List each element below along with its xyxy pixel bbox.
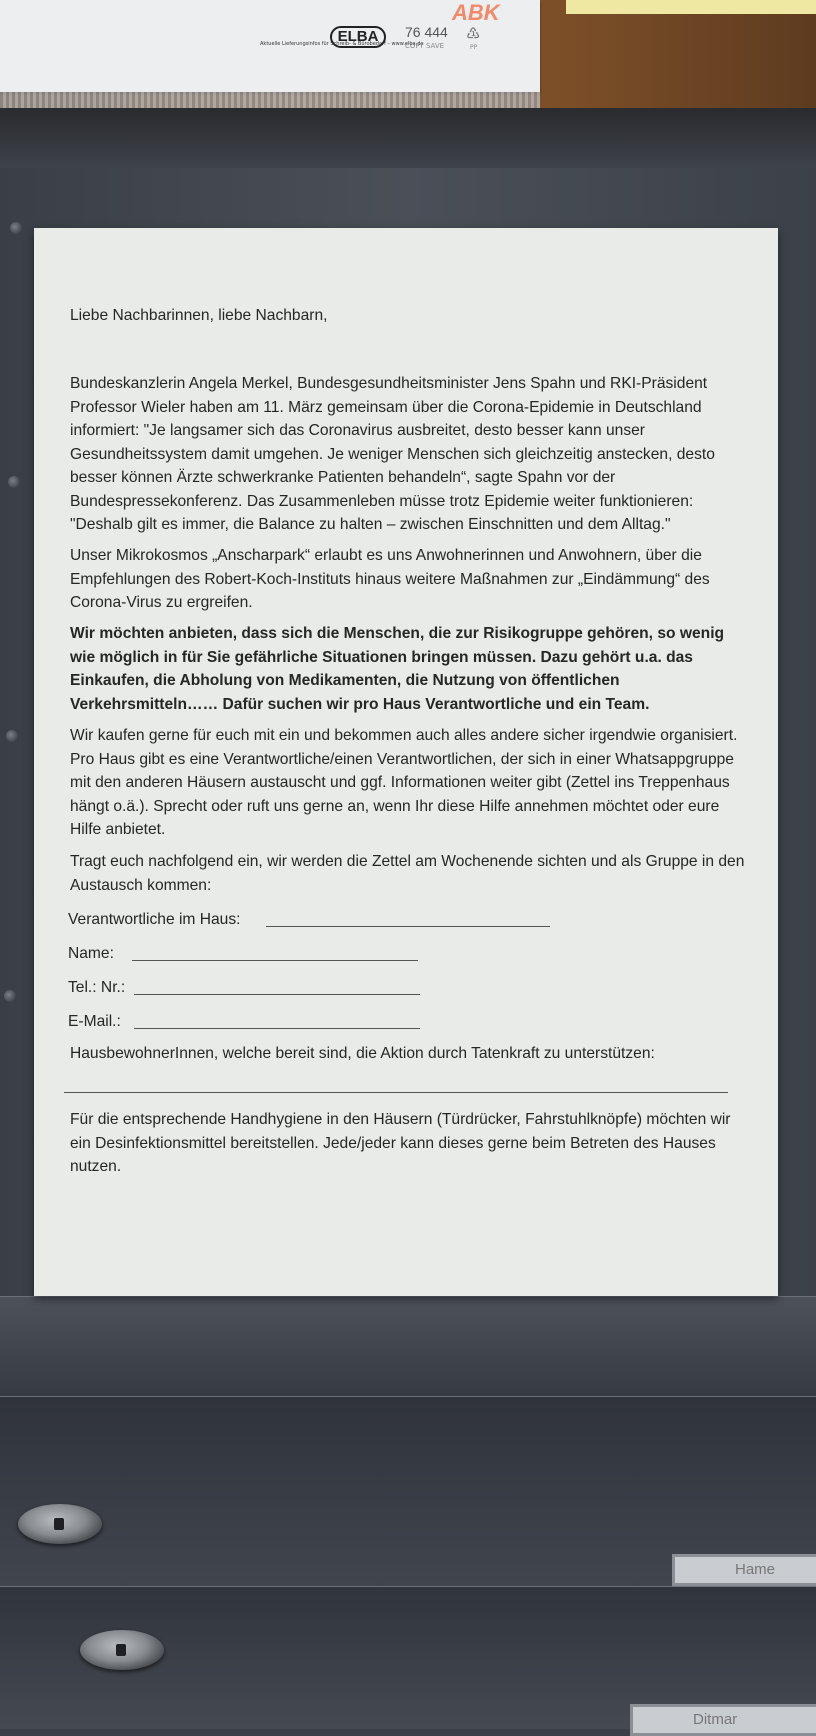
recycle-icon: ♳ — [466, 24, 481, 43]
mailbox-nameplate: Ditmar — [630, 1704, 816, 1736]
letter-paragraph-6: Für die entsprechende Handhygiene in den Häusern (Türdrücker, Fahrstuhlknöpfe) möchten wir ein Desinfektionsmittel bereitstellen. Jede/jeder kann dieses gerne beim Betreten des Hauses nutzen. — [70, 1111, 731, 1175]
screw-icon — [10, 222, 22, 234]
label-fine-print: Aktuelle Lieferungsinfos für Schreib- & Bürobedarf – www.elba.de — [260, 41, 424, 47]
name-input-line[interactable] — [132, 960, 418, 961]
elba-logo: ELBA — [330, 26, 386, 48]
letter-paragraph-4: Wir kaufen gerne für euch mit ein und bekommen auch alles andere sicher irgendwie organisiert. Pro Haus gibt es eine Verantwortliche/einen Verantwortlichen, der sich in einer Whatsappgruppe mit den anderen Häusern austauscht und ggf. Informationen weiter gibt (Zettel ins Treppenhaus hängt o.ä.). Sprecht oder ruft uns gerne an, wenn Ihr diese Hilfe annehmen möchtet oder eure Hilfe anbietet. — [70, 727, 738, 838]
mailbox-lock-icon[interactable] — [18, 1504, 102, 1544]
mailbox-ledge — [0, 1296, 816, 1397]
screw-icon — [4, 990, 16, 1002]
recycle-code: PP — [470, 44, 478, 51]
letter-paragraph-3: Wir möchten anbieten, dass sich die Menschen, die zur Risikogruppe gehören, so wenig wie möglich in für Sie gefährliche Situationen bringen müssen. Dazu gehört u.a. das Einkaufen, die Abholung von Medikamenten, die Nutzung von öffentlichen Verkehrsmitteln…… Dafür suchen wir pro Haus Verantwortliche und ein Team. — [70, 625, 725, 713]
mailbox-lock-icon[interactable] — [80, 1630, 164, 1670]
tel-input-line[interactable] — [134, 994, 420, 995]
field-label-email: E-Mail.: — [68, 1013, 121, 1030]
email-input-line[interactable] — [134, 1028, 420, 1029]
letter-greeting: Liebe Nachbarinnen, liebe Nachbarn, — [70, 307, 328, 324]
label-number: 76 444 — [405, 24, 448, 40]
helpers-label: HausbewohnerInnen, welche bereit sind, die Aktion durch Tatenkraft zu unterstützen: — [70, 1045, 655, 1062]
field-label-tel: Tel.: Nr.: — [68, 979, 126, 996]
letter-paragraph-2: Unser Mikrokosmos „Anscharpark“ erlaubt es uns Anwohnerinnen und Anwohnern, über die Empfehlungen des Robert-Koch-Instituts hinaus weitere Maßnahmen zur „Eindämmung“ des Corona-Virus zu ergreifen. — [70, 547, 710, 611]
screw-icon — [8, 476, 20, 488]
responsible-input-line[interactable] — [266, 926, 550, 927]
screw-icon — [6, 730, 18, 742]
letter-paragraph-5: Tragt euch nachfolgend ein, wir werden die Zettel am Wochenende sichten und als Gruppe in den Austausch kommen: — [70, 853, 745, 894]
field-label-name: Name: — [68, 945, 114, 962]
mailbox-nameplate: Hame — [672, 1554, 816, 1586]
top-paper-label — [0, 0, 540, 92]
letter-paragraph-1: Bundeskanzlerin Angela Merkel, Bundesgesundheitsminister Jens Spahn und RKI-Präsident Professor Wieler haben am 11. März gemeinsam über die Corona-Epidemie in Deutschland informiert: "Je langsamer sich das Coronavirus ausbreitet, desto besser kann unser Gesundheitssystem damit umgehen. Je weniger Menschen sich gleichzeitig anstecken, desto besser können Ärzte schwerkranke Patienten behandeln“, sagte Spahn vor der Bundespressekonferenz. Das Zusammenleben müsse trotz Epidemie weiter funktionieren: "Deshalb gilt es immer, die Balance zu halten – zwischen Einschnitten und dem Alltag." — [70, 375, 715, 533]
helpers-input-line[interactable] — [64, 1092, 728, 1093]
label-sub: COPY SAVE — [405, 42, 445, 50]
yellow-sticky-note — [566, 0, 816, 14]
abk-logo: ABK — [452, 0, 500, 25]
mailbox-top-edge — [0, 108, 816, 168]
posted-letter — [34, 228, 778, 1296]
field-label-responsible: Verantwortliche im Haus: — [68, 911, 241, 928]
